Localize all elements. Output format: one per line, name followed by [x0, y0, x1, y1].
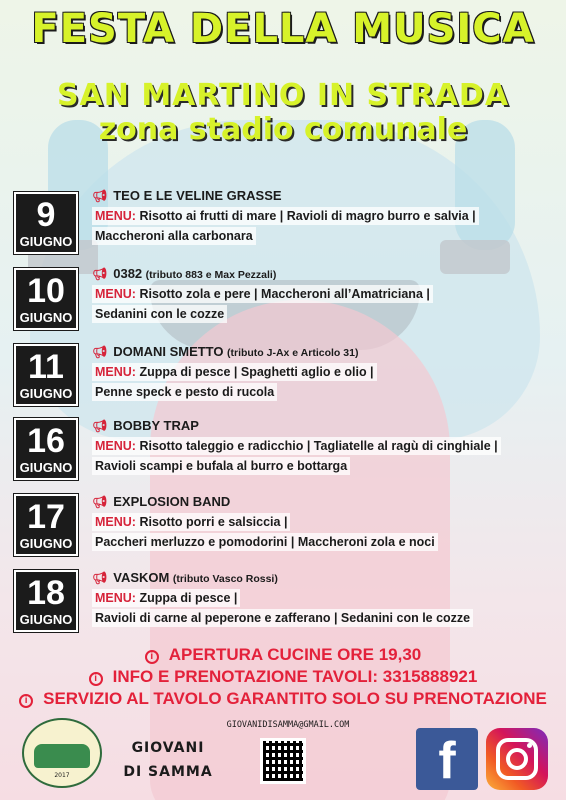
date-badge	[14, 344, 78, 406]
menu-label: MENU:	[95, 287, 136, 301]
band-name: BOBBY TRAP	[113, 418, 199, 433]
date-month: GIUGNO	[19, 536, 73, 551]
menu-line: Risotto taleggio e radicchio | Tagliatelle al ragù di cinghiale |	[139, 439, 498, 453]
event-entry	[92, 186, 552, 246]
date-day: 10	[27, 272, 65, 310]
info-icon: i	[145, 650, 159, 664]
facebook-icon[interactable]: f	[416, 728, 478, 790]
band-name: EXPLOSION BAND	[113, 494, 231, 509]
date-day: 11	[28, 348, 64, 386]
date-day: 17	[27, 498, 65, 536]
megaphone-icon: 📢︎	[92, 189, 108, 203]
menu-label: MENU:	[95, 439, 136, 453]
band-tribute: (tributo Vasco Rossi)	[172, 573, 278, 585]
band-name: VASKOM	[113, 570, 170, 585]
megaphone-icon: 📢︎	[92, 419, 108, 433]
menu-line: Paccheri merluzzo e pomodorini | Maccheroni zola e noci	[92, 533, 438, 551]
date-month: GIUGNO	[19, 386, 73, 401]
date-badge	[14, 494, 78, 556]
menu-line: Zuppa di pesce | Spaghetti aglio e olio |	[139, 365, 374, 379]
kitchen-opening-info: i APERTURA CUCINE ORE 19,30	[0, 644, 566, 666]
date-day: 9	[36, 196, 56, 234]
instagram-icon[interactable]	[486, 728, 548, 790]
menu-line: Risotto zola e pere | Maccheroni all’Amatriciana |	[139, 287, 430, 301]
event-entry	[92, 492, 552, 552]
menu-label: MENU:	[95, 591, 136, 605]
date-month: GIUGNO	[19, 460, 73, 475]
date-badge	[14, 192, 78, 254]
menu-line: Sedanini con le cozze	[92, 305, 227, 323]
band-name: 0382	[113, 266, 143, 281]
bus-icon	[34, 744, 90, 768]
menu-line: Ravioli di carne al peperone e zafferano | Sedanini con le cozze	[92, 609, 473, 627]
date-month: GIUGNO	[19, 612, 73, 627]
info-icon: i	[89, 672, 103, 686]
venue-title: zona stadio comunale	[98, 112, 468, 147]
qr-code[interactable]	[260, 738, 306, 784]
band-tribute: (tributo J-Ax e Articolo 31)	[226, 347, 359, 359]
event-entry	[92, 342, 552, 402]
megaphone-icon: 📢︎	[92, 571, 108, 585]
date-month: GIUGNO	[19, 310, 73, 325]
band-name: DOMANI SMETTO	[113, 344, 224, 359]
menu-line: Risotto ai frutti di mare | Ravioli di magro burro e salvia |	[139, 209, 476, 223]
service-info: i SERVIZIO AL TAVOLO GARANTITO SOLO SU PRENOTAZIONE	[0, 688, 566, 710]
booking-info: i INFO E PRENOTAZIONE TAVOLI: 3315888921	[0, 666, 566, 688]
menu-line: Maccheroni alla carbonara	[92, 227, 256, 245]
megaphone-icon: 📢︎	[92, 267, 108, 281]
menu-line: Risotto porri e salsiccia |	[139, 515, 288, 529]
date-badge	[14, 570, 78, 632]
menu-line: Ravioli scampi e bufala al burro e bottarga	[92, 457, 350, 475]
poster-title: FESTA DELLA MUSICA	[31, 6, 535, 52]
event-entry	[92, 264, 552, 324]
megaphone-icon: 📢︎	[92, 495, 108, 509]
giovani-di-samma-logo	[22, 718, 102, 788]
menu-line: Penne speck e pesto di rucola	[92, 383, 277, 401]
contact-email[interactable]: GIOVANIDISAMMA@GMAIL.COM	[226, 720, 350, 730]
date-day: 18	[27, 574, 65, 612]
date-day: 16	[27, 422, 65, 460]
event-entry	[92, 416, 552, 476]
band-tribute: (tributo 883 e Max Pezzali)	[145, 269, 277, 281]
menu-label: MENU:	[95, 365, 136, 379]
logo-year: 2017	[54, 772, 70, 779]
menu-label: MENU:	[95, 209, 136, 223]
event-entry	[92, 568, 552, 628]
megaphone-icon: 📢︎	[92, 345, 108, 359]
location-title: SAN MARTINO IN STRADA	[56, 78, 510, 113]
menu-line: Zuppa di pesce |	[139, 591, 238, 605]
info-icon: i	[19, 694, 33, 708]
date-badge	[14, 418, 78, 480]
date-month: GIUGNO	[19, 234, 73, 249]
menu-label: MENU:	[95, 515, 136, 529]
band-name: TEO E LE VELINE GRASSE	[113, 188, 282, 203]
organizer-name: GIOVANI DI SAMMA	[123, 740, 213, 780]
date-badge	[14, 268, 78, 330]
